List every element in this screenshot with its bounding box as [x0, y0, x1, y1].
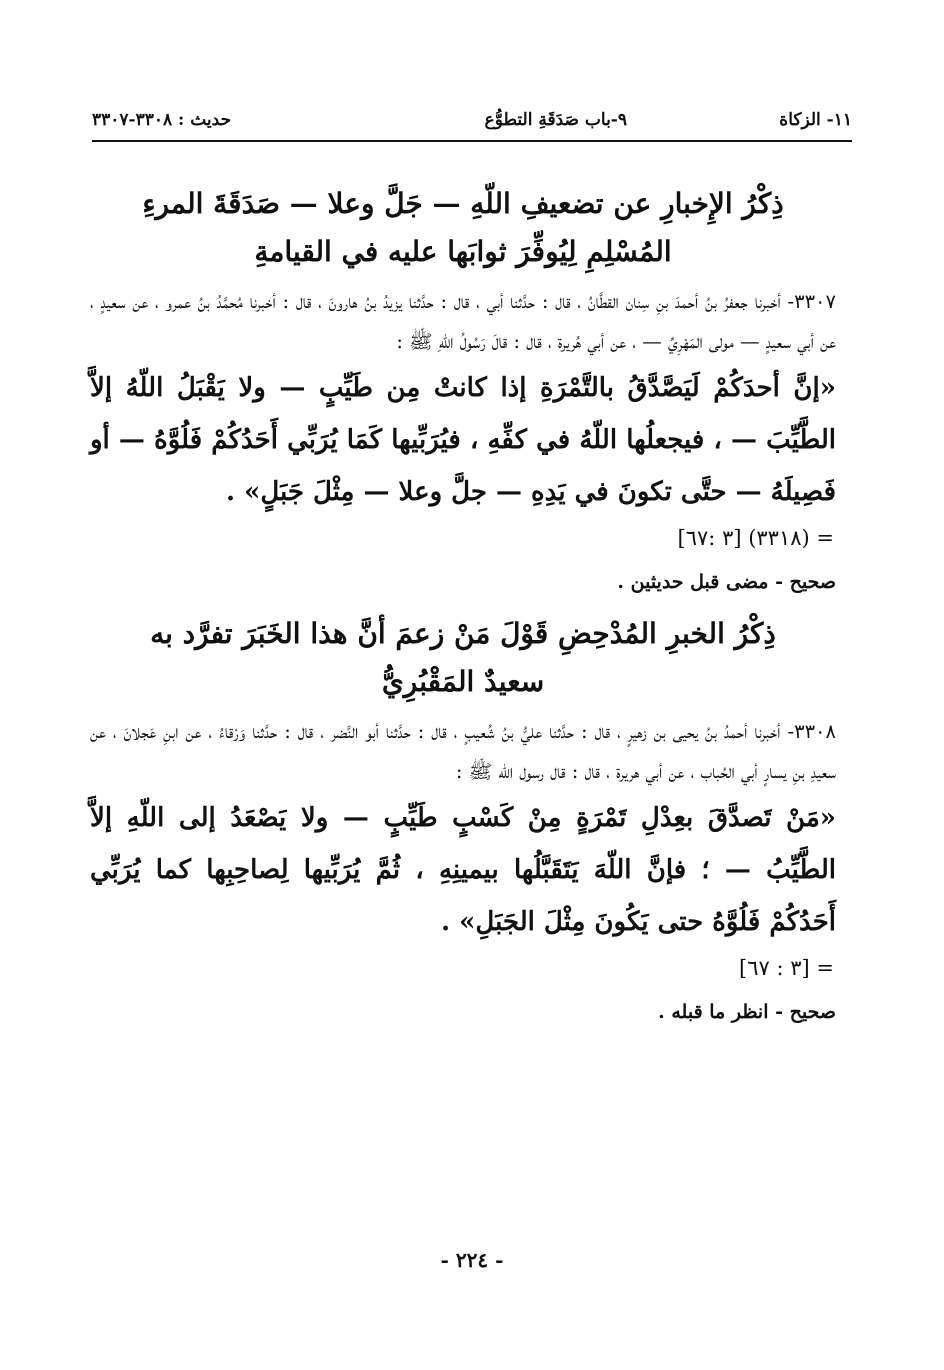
- hadith-text: «مَنْ تَصدَّقَ بعِدْلِ تَمْرَةٍ مِنْ كَسْبٍ طَيِّبٍ — ولا يَصْعَدُ إلى اللّهِ إلاَّ الطَّيِّبُ — ؛ فإنَّ اللّهَ يَتَقَبَّلُها بيمينِهِ ، ثُمَّ يُرَبِّيها لِصاحِبِها كما يُرَبِّي أَحَدُكُمْ فَلُوَّهُ حتى يَكُونَ مِثْلَ الجَبَلِ» .: [90, 803, 836, 937]
- hadith-text: «إنَّ أحدَكُمْ لَيَصَّدَّقُ بالتَّمْرَةِ إذا كانتْ مِن طَيِّبٍ — ولا يَقْبَلُ اللّهُ إلاَّ الطَّيِّبَ — ، فيجعلُها اللّهُ في كفِّهِ ، فيُرَبِّيها كَمَا يُرَبِّي أَحَدُكُمْ فَلُوَّهُ — أو فَصِيلَهُ — حتَّى تكونَ في يَدِهِ — جلَّ وعلا — مِثْلَ جَبَلٍ» .: [90, 373, 836, 507]
- section-title: ٩-باب صَدَقَةِ التطوُّع: [484, 110, 627, 130]
- isnad-text: ٣٣٠٨- أخبرنا أحمدُ بنُ يحيى بن زهيرٍ ، قال : حدَّثنا عليُّ بنُ شُعيبٍ ، قال : حدَّثنا أبو النَّضر ، قال : حدَّثنا وَرْقاءُ ، عن ابنِ عَجلانَ ، عن سعيدِ بنِ يسارٍ أبي الحُباب ، عن أبي هريرة ، قال : قال رسول اللّه ﷺ :: [90, 720, 836, 783]
- chapter-title: ١١- الزكاة: [779, 110, 852, 130]
- hadith-range: حديث : ٣٣٠٨-٣٣٠٧: [92, 110, 232, 130]
- chapter-heading-line: سعيدٌ المَقْبُرِيُّ: [381, 665, 545, 698]
- hadith-grade: صحيح - مضى قبل حديثين .: [617, 571, 836, 593]
- chapter-heading-line: ذِكْرُ الخبرِ المُدْحِضِ قَوْلَ مَنْ زعمَ أنَّ هذا الخَبَرَ تفرَّد به: [150, 617, 776, 650]
- cross-reference: = [٣ : ٦٧]: [739, 956, 834, 980]
- page-content: [90, 180, 836, 1040]
- hadith-grade: صحيح - انظر ما قبله .: [658, 1001, 836, 1023]
- chapter-heading-line: ذِكْرُ الإِخبارِ عن تضعيفِ اللّهِ — جَلَّ وعلا — صَدَقَةَ المرءِ: [142, 187, 784, 220]
- chapter-heading-line: المُسْلِمِ لِيُوفِّرَ ثوابَها عليه في القيامةِ: [254, 235, 672, 268]
- hadith-entry: [90, 180, 836, 602]
- isnad-text: ٣٣٠٧- أخبرنا جعفرُ بنُ أحمدَ بنِ سِنان القطَّانُ ، قال : حدَّثنا أبي ، قال : حدَّثنا يزيدُ بنُ هارونَ ، قال : أخبرنا مُحمَّدُ بنُ عمرو ، عن سعيدٍ ، عن أبي سعيدٍ — مولى المَهْرِيِّ — ، عن أبي هُريرة ، قال : قالَ رَسُولُ اللّهِ ﷺ :: [90, 290, 836, 353]
- cross-reference: = (٣٣١٨) [٣ :٦٧]: [677, 526, 834, 550]
- running-header: [92, 100, 852, 142]
- hadith-entry: [90, 610, 836, 1032]
- page-number: - ٢٢٤ -: [440, 1248, 504, 1272]
